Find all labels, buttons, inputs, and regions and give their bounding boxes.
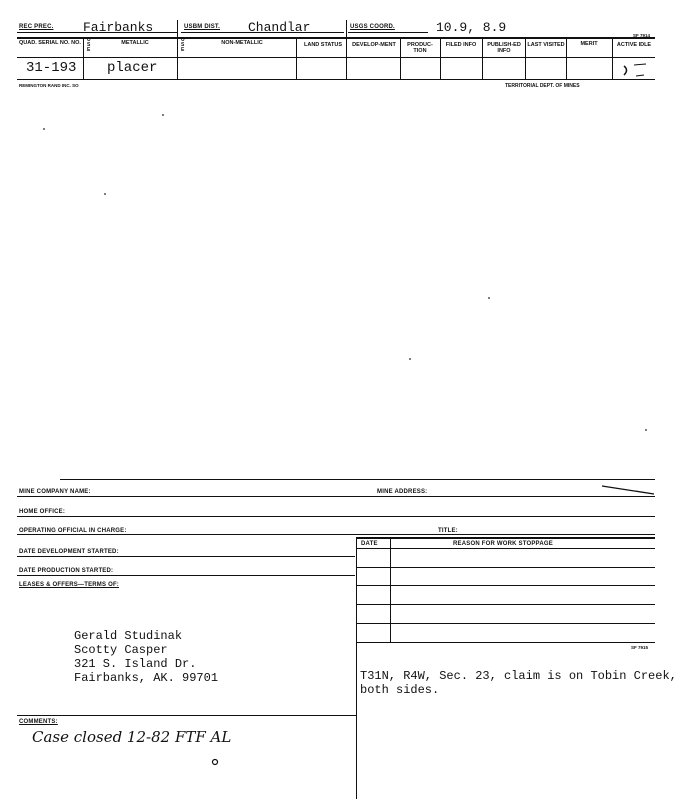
date-production-label: DATE PRODUCTION STARTED: bbox=[19, 568, 114, 574]
col-land-status: LAND STATUS bbox=[304, 42, 342, 48]
corner-mark bbox=[600, 482, 656, 498]
handwritten-comment: Case closed 12-82 FTF AL bbox=[32, 728, 232, 746]
title-label: TITLE: bbox=[438, 528, 458, 534]
form-number: SF 7914 bbox=[633, 33, 651, 38]
home-office-label: HOME OFFICE: bbox=[19, 509, 66, 515]
location-description-line1: T31N, R4W, Sec. 23, claim is on Tobin Creek, bbox=[360, 669, 677, 683]
leases-offers-label: LEASES & OFFERS—TERMS OF: bbox=[19, 582, 120, 588]
comments-label: COMMENTS: bbox=[19, 719, 58, 725]
bottom-form-number: SF 7915 bbox=[631, 645, 649, 650]
col-last-visited: LAST VISITED bbox=[527, 42, 565, 48]
col-nonmetallic: NON-METALLIC bbox=[221, 40, 263, 46]
use-letters-left: U S E bbox=[87, 37, 91, 53]
address-line: Scotty Casper bbox=[74, 643, 168, 657]
usbm-dist-label: USBM DIST. bbox=[184, 24, 221, 30]
small-circle-mark bbox=[210, 757, 220, 767]
usgs-coord-value: 10.9, 8.9 bbox=[436, 20, 507, 35]
date-column-label: DATE bbox=[361, 541, 378, 547]
printer-footer: REMINGTON RAND INC. SO bbox=[19, 83, 79, 88]
col-published-info: PUBLISH-ED INFO bbox=[487, 42, 521, 54]
serial-number-value: 31-193 bbox=[26, 60, 77, 76]
department-footer: TERRITORIAL DEPT. OF MINES bbox=[505, 83, 580, 89]
col-metallic: METALLIC bbox=[121, 40, 149, 46]
address-line: 321 S. Island Dr. bbox=[74, 657, 197, 671]
col-active-idle: ACTIVE IDLE bbox=[616, 42, 652, 48]
metallic-value: placer bbox=[107, 60, 158, 76]
address-line: Gerald Studinak bbox=[74, 629, 183, 643]
col-quad-serial: QUAD. SERIAL NO. NO. bbox=[19, 40, 81, 46]
address-line: Fairbanks, AK. 99701 bbox=[74, 671, 219, 685]
reason-column-label: REASON FOR WORK STOPPAGE bbox=[453, 541, 553, 547]
usgs-coord-label: USGS COORD. bbox=[350, 24, 395, 30]
col-merit: MERIT bbox=[580, 41, 598, 47]
col-filed-info: FILED INFO bbox=[445, 42, 477, 48]
date-development-label: DATE DEVELOPMENT STARTED: bbox=[19, 549, 119, 555]
location-description-line2: both sides. bbox=[360, 683, 440, 697]
col-development: DEVELOP-MENT bbox=[352, 42, 396, 48]
mine-address-label: MINE ADDRESS: bbox=[377, 489, 428, 495]
usbm-dist-value: Chandlar bbox=[248, 20, 311, 35]
mine-company-label: MINE COMPANY NAME: bbox=[19, 489, 91, 495]
operating-official-label: OPERATING OFFICIAL IN CHARGE: bbox=[19, 528, 127, 534]
rec-prec-value: Fairbanks bbox=[83, 20, 154, 35]
col-production: PRODUC-TION bbox=[407, 42, 433, 54]
use-letters-right: U S E bbox=[181, 37, 185, 53]
rec-prec-label: REC PREC. bbox=[19, 24, 54, 30]
active-idle-mark bbox=[616, 60, 656, 80]
